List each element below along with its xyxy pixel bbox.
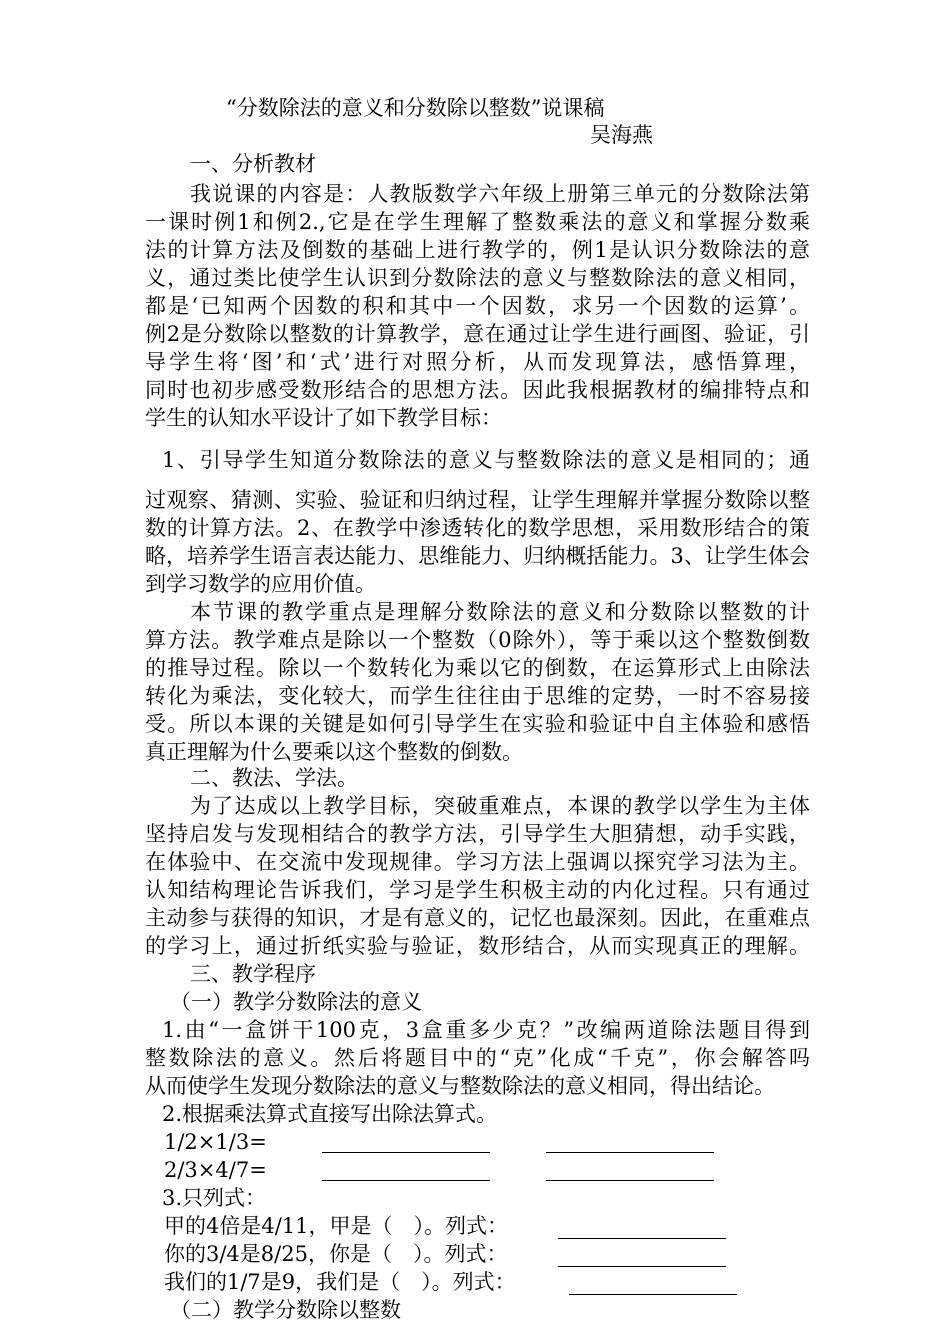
answer-blank	[546, 1152, 714, 1153]
answer-blank	[546, 1180, 714, 1181]
paragraph-line: 义，通过类比使学生认识到分数除法的意义与整数除法的意义相同，	[145, 266, 810, 290]
paragraph-line: 同时也初步感受数形结合的思想方法。因此我根据教材的编排特点和	[145, 378, 810, 402]
paragraph-line: 为了达成以上教学目标，突破重难点，本课的教学以学生为主体	[190, 794, 810, 818]
equation: 1/2×1/3=	[164, 1130, 267, 1154]
goal-line: 过观察、猜测、实验、验证和归纳过程，让学生理解并掌握分数除以整	[145, 488, 810, 512]
paragraph-line: 法的计算方法及倒数的基础上进行教学的，例1是认识分数除法的意	[145, 238, 810, 262]
paragraph-line: 的学习上，通过折纸实验与验证，数形结合，从而实现真正的理解。	[145, 934, 810, 958]
paragraph-line: 在体验中、在交流中发现规律。学习方法上强调以探究学习法为主。	[145, 850, 810, 874]
paragraph-line: 例2是分数除以整数的计算教学，意在通过让学生进行画图、验证，引	[145, 322, 810, 346]
paragraph-line: 受。所以本课的关键是如何引导学生在实验和验证中自主体验和感悟	[145, 712, 810, 736]
paragraph-line: 转化为乘法，变化较大，而学生往往由于思维的定势，一时不容易接	[145, 684, 810, 708]
paragraph-line: 我说课的内容是：人教版数学六年级上册第三单元的分数除法第	[190, 182, 810, 206]
goal-line: 略，培养学生语言表达能力、思维能力、归纳概括能力。3、让学生体会	[145, 544, 810, 568]
section-heading-procedure: 三、教学程序	[190, 962, 316, 986]
paragraph-line: 主动参与获得的知识，才是有意义的，记忆也最深刻。因此，在重难点	[145, 906, 810, 930]
subsection-heading: （一）教学分数除法的意义	[170, 990, 422, 1014]
answer-blank	[322, 1152, 490, 1153]
item-line: 2.根据乘法算式直接写出除法算式。	[162, 1102, 498, 1126]
item-line: 3.只列式：	[162, 1186, 267, 1210]
author-name: 吴海燕	[590, 123, 653, 147]
document-title: “分数除法的意义和分数除以整数”说课稿	[226, 96, 605, 120]
paragraph-line: 都是‘已知两个因数的积和其中一个因数，求另一个因数的运算’。	[145, 294, 810, 318]
exercise-question: 我们的1/7是9，我们是（ ）。列式：	[164, 1270, 516, 1294]
section-heading-methods: 二、教法、学法。	[190, 766, 358, 790]
exercise-question: 甲的4倍是4/11，甲是（ ）。列式：	[164, 1214, 509, 1238]
answer-blank	[558, 1266, 726, 1267]
goal-line: 1、引导学生知道分数除法的意义与整数除法的意义是相同的；通	[162, 448, 810, 472]
item-line: 整数除法的意义。然后将题目中的“克”化成“千克”，你会解答吗	[145, 1046, 810, 1070]
paragraph-line: 导学生将‘图’和‘式’进行对照分析，从而发现算法，感悟算理，	[145, 350, 810, 374]
item-line: 从而使学生发现分数除法的意义与整数除法的意义相同，得出结论。	[145, 1074, 775, 1098]
answer-blank	[322, 1180, 490, 1181]
section-heading-analysis: 一、分析教材	[190, 152, 316, 176]
answer-blank	[558, 1238, 726, 1239]
paragraph-line: 坚持启发与发现相结合的教学方法，引导学生大胆猜想，动手实践，	[145, 822, 810, 846]
subsection-heading: （二）教学分数除以整数	[170, 1298, 401, 1322]
paragraph-line: 本节课的教学重点是理解分数除法的意义和分数除以整数的计	[190, 600, 810, 624]
exercise-question: 你的3/4是8/25，你是（ ）。列式：	[164, 1242, 508, 1266]
paragraph-line: 算方法。教学难点是除以一个整数（0除外），等于乘以这个整数倒数	[145, 628, 810, 652]
paragraph-line: 的推导过程。除以一个数转化为乘以它的倒数，在运算形式上由除法	[145, 656, 810, 680]
goal-line: 到学习数学的应用价值。	[145, 572, 376, 596]
answer-blank	[569, 1294, 737, 1295]
equation: 2/3×4/7=	[164, 1158, 267, 1182]
paragraph-line: 学生的认知水平设计了如下教学目标：	[145, 406, 502, 430]
paragraph-line: 一课时例1和例2.,它是在学生理解了整数乘法的意义和掌握分数乘	[145, 210, 810, 234]
paragraph-line: 认知结构理论告诉我们，学习是学生积极主动的内化过程。只有通过	[145, 878, 810, 902]
item-line: 1.由“一盒饼干100克，3盒重多少克？”改编两道除法题目得到	[162, 1018, 810, 1042]
goal-line: 数的计算方法。2、在教学中渗透转化的数学思想，采用数形结合的策	[145, 516, 810, 540]
paragraph-line: 真正理解为什么要乘以这个整数的倒数。	[145, 740, 523, 764]
